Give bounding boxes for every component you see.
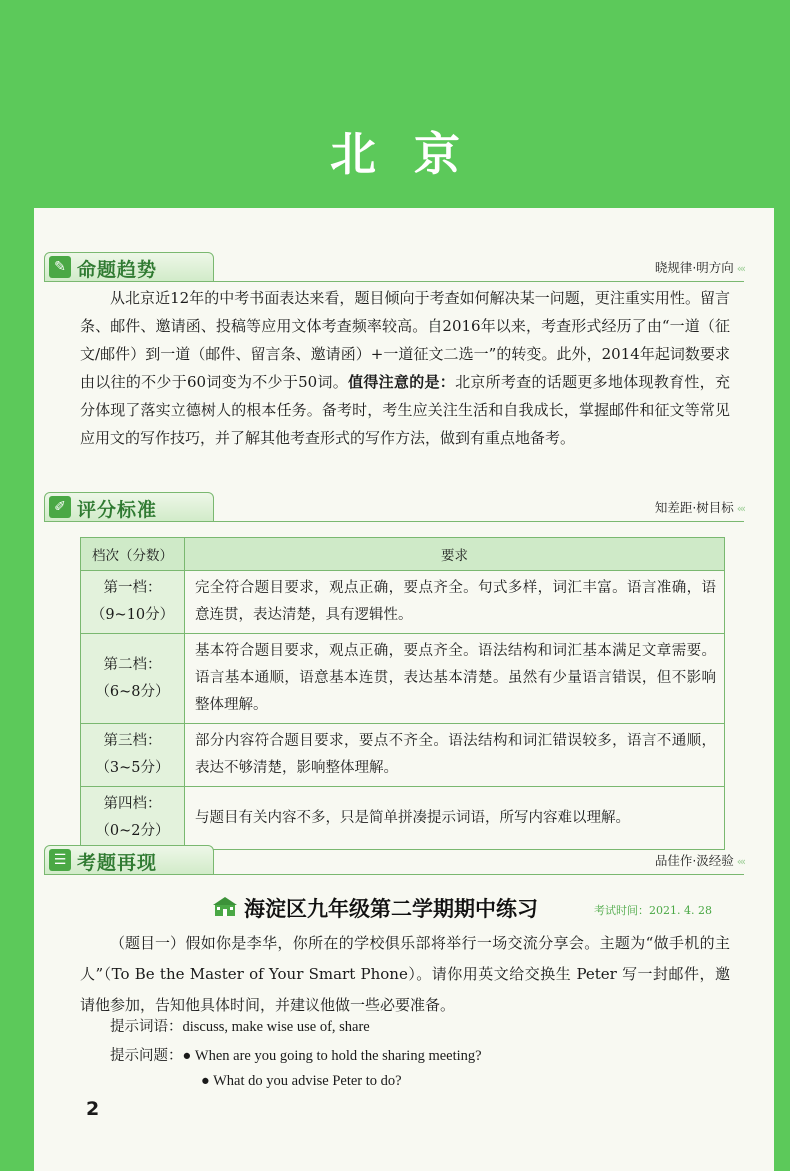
hint-words-label: 提示词语： [110,1019,183,1035]
exam-time: 考试时间：2021. 4. 28 [594,904,712,917]
hint-question-row: 提示问题：● When are you going to hold the sharing meeting? [110,1048,482,1064]
level-cell: 第三档： （3~5分） [81,724,185,787]
section-label: 命题趋势 [77,259,158,281]
section-label: 评分标准 [77,499,158,521]
section-motto: 晓规律·明方向 ‹‹‹ [654,260,744,275]
hint-words-row [110,1015,370,1036]
book-icon: ☰ [49,849,71,871]
header-level: 档次（分数） [81,538,185,571]
section-motto: 品佳作·汲经验 ‹‹‹ [654,853,744,868]
hint-question-row: ● What do you advise Peter to do? [201,1073,402,1089]
section-tab [44,252,214,282]
school-icon [212,895,238,917]
table-row [81,634,725,724]
trend-paragraph: 从北京近12年的中考书面表达来看，题目倾向于考查如何解决某一问题，更注重实用性。留言条、邮件、邀请函、投稿等应用文体考查频率较高。自2016年以来，考查形式经历了由“一道（征文/邮件）到一道（邮件、留言条、邀请函）+一道征文二选一”的转变。此外，2014年起词数要求由以往的不少于60词变为不少于50词。值得注意的是：北京所考查的话题更多地体现教育性，充分体现了落实立德树人的根本任务。备考时，考生应关注生活和自我成长，掌握邮件和征文等常见应用文的写作技巧，并了解其他考查形式的写作方法，做到有重点地备考。 [80,289,730,447]
section-tab [44,492,214,522]
task-label: （题目一） [110,934,186,952]
requirement-cell: 与题目有关内容不多，只是简单拼凑提示词语，所写内容难以理解。 [185,787,725,850]
divider [44,521,744,522]
level-cell: 第四档： （0~2分） [81,787,185,850]
section-header-scoring [44,488,744,524]
requirement-cell: 基本符合题目要求，观点正确，要点齐全。语法结构和词汇基本满足文章需要。语言基本通顺，语意基本连贯，表达基本清楚。虽然有少量语言错误，但不影响整体理解。 [185,634,725,724]
requirement-cell: 完全符合题目要求，观点正确，要点齐全。句式多样，词汇丰富。语言准确，语意连贯，表达清楚，具有逻辑性。 [185,571,725,634]
table-row [81,571,725,634]
hint-question: When are you going to hold the sharing meeting? [194,1048,482,1064]
section-header-exam [44,841,744,877]
highlight-text: 值得注意的是： [348,373,456,391]
level-cell: 第一档： （9~10分） [81,571,185,634]
section-label: 考题再现 [77,852,158,874]
exam-title: 海淀区九年级第二学期期中练习 [244,897,538,921]
divider [44,874,744,875]
feather-icon: ✎ [49,256,71,278]
requirement-cell: 部分内容符合题目要求，要点不齐全。语法结构和词汇错误较多，语言不通顺，表达不够清楚，影响整体理解。 [185,724,725,787]
level-cell: 第二档： （6~8分） [81,634,185,724]
hint-questions-label: 提示问题： [110,1048,183,1064]
section-motto: 知差距·树目标 ‹‹‹ [654,500,744,515]
table-row [81,724,725,787]
header-requirement: 要求 [185,538,725,571]
page-title: 北京 [330,127,498,181]
task-text: （题目一）假如你是李华，你所在的学校俱乐部将举行一场交流分享会。主题为“做手机的主人”（To Be the Master of Your Smart Phone）。请你用英文给交换生 Peter 写一封邮件，邀请他参加，告知他具体时间，并建议他做一些必要准备。 [80,928,730,1021]
page-number: 2 [86,1098,100,1120]
table-header [81,538,725,571]
hint-question: What do you advise Peter to do? [213,1073,402,1089]
section-tab [44,845,214,875]
section-header-trend [44,248,744,284]
pen-icon: ✐ [49,496,71,518]
divider [44,281,744,282]
scoring-table [80,537,725,850]
hint-words: discuss, make wise use of, share [182,1019,370,1035]
